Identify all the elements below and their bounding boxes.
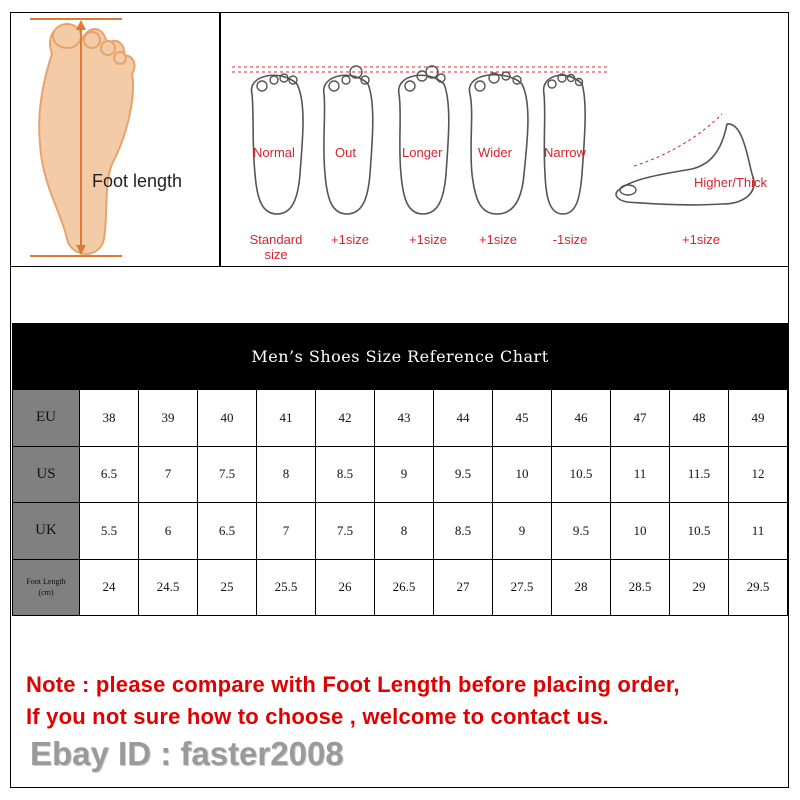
foot-size-normal: Standard size <box>249 232 303 262</box>
foot-guide-divider <box>219 12 221 267</box>
table-cell: 49 <box>729 390 788 447</box>
table-cell: 11.5 <box>670 446 729 503</box>
chart-title: Men’s Shoes Size Reference Chart <box>12 323 788 389</box>
table-cell: 7.5 <box>198 446 257 503</box>
table-cell: 40 <box>198 390 257 447</box>
foot-types-illustration <box>222 14 787 264</box>
table-row <box>13 446 788 503</box>
table-cell: 7.5 <box>316 503 375 560</box>
table-cell: 45 <box>493 390 552 447</box>
table-cell: 10 <box>611 503 670 560</box>
foot-type-label-wider: Wider <box>478 145 512 160</box>
table-cell: 11 <box>729 503 788 560</box>
table-cell: 8.5 <box>434 503 493 560</box>
table-cell: 47 <box>611 390 670 447</box>
table-cell: 24.5 <box>139 559 198 616</box>
foot-size-out: +1size <box>331 232 369 247</box>
row-header: UK <box>13 503 80 560</box>
table-cell: 29.5 <box>729 559 788 616</box>
table-cell: 9 <box>375 446 434 503</box>
table-cell: 29 <box>670 559 729 616</box>
foot-size-higher: +1size <box>682 232 720 247</box>
foot-type-label-higher: Higher/Thick <box>694 175 767 190</box>
table-cell: 6 <box>139 503 198 560</box>
foot-size-narrow: -1size <box>552 232 588 247</box>
foot-size-longer: +1size <box>409 232 447 247</box>
table-cell: 44 <box>434 390 493 447</box>
table-row <box>13 559 788 616</box>
table-cell: 7 <box>257 503 316 560</box>
table-cell: 8 <box>257 446 316 503</box>
table-cell: 27.5 <box>493 559 552 616</box>
table-cell: 43 <box>375 390 434 447</box>
table-cell: 26 <box>316 559 375 616</box>
table-cell: 10.5 <box>552 446 611 503</box>
table-cell: 9.5 <box>434 446 493 503</box>
table-cell: 38 <box>80 390 139 447</box>
foot-type-label-longer: Longer <box>402 145 443 160</box>
table-cell: 5.5 <box>80 503 139 560</box>
row-header: EU <box>13 390 80 447</box>
foot-length-diagram <box>12 14 217 264</box>
foot-length-label: Foot length <box>92 171 183 191</box>
table-cell: 10 <box>493 446 552 503</box>
table-cell: 10.5 <box>670 503 729 560</box>
table-cell: 46 <box>552 390 611 447</box>
row-header: Foot Length (cm) <box>13 559 80 616</box>
foot-type-label-narrow: Narrow <box>544 145 586 160</box>
table-cell: 12 <box>729 446 788 503</box>
table-cell: 6.5 <box>80 446 139 503</box>
table-cell: 27 <box>434 559 493 616</box>
table-cell: 7 <box>139 446 198 503</box>
table-cell: 25.5 <box>257 559 316 616</box>
table-row <box>13 503 788 560</box>
table-cell: 28 <box>552 559 611 616</box>
ebay-id-label: Ebay ID : faster2008 <box>30 735 344 772</box>
table-cell: 42 <box>316 390 375 447</box>
size-chart-table <box>12 389 788 616</box>
foot-type-label-out: Out <box>335 145 356 160</box>
note-line-2: If you not sure how to choose , welcome to contact us. <box>26 704 609 729</box>
table-cell: 41 <box>257 390 316 447</box>
table-cell: 11 <box>611 446 670 503</box>
table-cell: 8 <box>375 503 434 560</box>
table-cell: 8.5 <box>316 446 375 503</box>
table-cell: 48 <box>670 390 729 447</box>
table-cell: 26.5 <box>375 559 434 616</box>
foot-outline-icon <box>12 14 217 264</box>
table-cell: 9.5 <box>552 503 611 560</box>
table-cell: 39 <box>139 390 198 447</box>
table-cell: 24 <box>80 559 139 616</box>
table-row <box>13 390 788 447</box>
row-header: US <box>13 446 80 503</box>
table-cell: 28.5 <box>611 559 670 616</box>
table-cell: 25 <box>198 559 257 616</box>
foot-size-wider: +1size <box>479 232 517 247</box>
table-cell: 9 <box>493 503 552 560</box>
note-line-1: Note : please compare with Foot Length before placing order, <box>26 672 680 697</box>
foot-types-panel <box>222 14 787 264</box>
foot-type-label-normal: Normal <box>253 145 295 160</box>
table-cell: 6.5 <box>198 503 257 560</box>
